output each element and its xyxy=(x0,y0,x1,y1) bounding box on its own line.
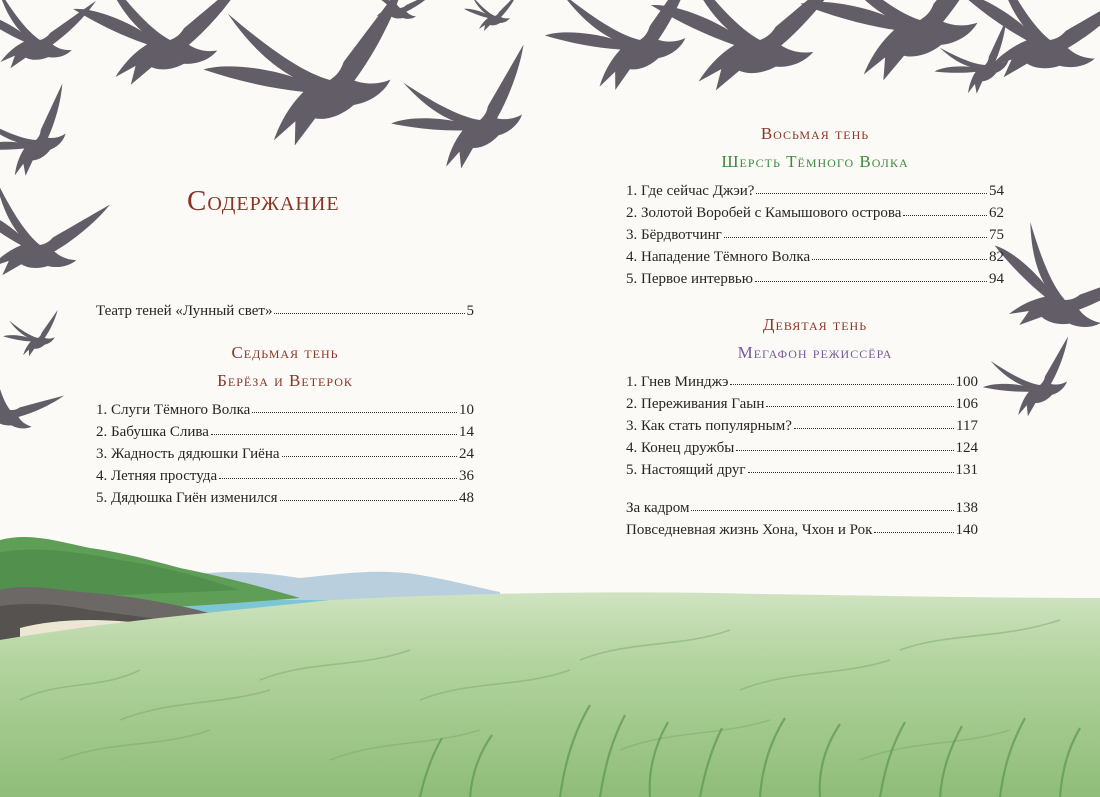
leader-dots xyxy=(730,373,953,385)
toc-page: 24 xyxy=(459,446,474,462)
toc-page: 54 xyxy=(989,183,1004,199)
toc-label: 1. Слуги Тёмного Волка xyxy=(96,402,251,418)
toc-row xyxy=(96,466,474,486)
leader-dots xyxy=(903,204,987,216)
toc-page: 10 xyxy=(459,402,474,418)
toc-row xyxy=(96,422,474,442)
toc-page: 14 xyxy=(459,424,474,440)
toc-row xyxy=(626,372,978,392)
leader-dots xyxy=(766,395,953,407)
toc-row xyxy=(626,460,978,480)
toc-label: 5. Настоящий друг xyxy=(626,462,746,478)
leader-dots xyxy=(812,248,987,260)
toc-page: 106 xyxy=(955,396,978,412)
toc-row xyxy=(626,394,978,414)
toc-row xyxy=(96,444,474,464)
leader-dots xyxy=(794,417,954,429)
toc-label: 2. Золотой Воробей с Камышового острова xyxy=(626,205,902,221)
toc-row-appendix xyxy=(626,520,978,540)
part-heading: Восьмая тень xyxy=(760,124,870,143)
toc-row xyxy=(626,269,1004,289)
toc-label: 4. Летняя простуда xyxy=(96,468,218,484)
toc-label: 3. Бёрдвотчинг xyxy=(626,227,722,243)
toc-label: 4. Нападение Тёмного Волка xyxy=(626,249,811,265)
part-heading: Девятая тень xyxy=(762,315,868,334)
leader-dots xyxy=(736,439,953,451)
toc-label: Повседневная жизнь Хона, Чхон и Рок xyxy=(626,522,873,538)
toc-row-prologue xyxy=(96,301,474,321)
toc-label: 3. Как стать популярным? xyxy=(626,418,792,434)
leader-dots xyxy=(211,423,457,435)
toc-row xyxy=(626,416,978,436)
leader-dots xyxy=(219,467,457,479)
toc-row xyxy=(626,225,1004,245)
toc-row xyxy=(626,438,978,458)
leader-dots xyxy=(755,270,987,282)
toc-label: 2. Бабушка Слива xyxy=(96,424,209,440)
leader-dots xyxy=(724,226,987,238)
toc-label: 1. Гнев Минджэ xyxy=(626,374,729,390)
toc-page: 124 xyxy=(955,440,978,456)
toc-page: 5 xyxy=(466,303,474,319)
toc-page: 131 xyxy=(955,462,978,478)
toc-label: Театр теней «Лунный свет» xyxy=(96,303,273,319)
toc-page: 48 xyxy=(459,490,474,506)
toc-row xyxy=(626,181,1004,201)
toc-label: За кадром xyxy=(626,500,690,516)
toc-label: 5. Дядюшка Гиён изменился xyxy=(96,490,278,506)
toc-label: 3. Жадность дядюшки Гиёна xyxy=(96,446,280,462)
leader-dots xyxy=(691,499,953,511)
toc-page: 62 xyxy=(989,205,1004,221)
toc-label: 2. Переживания Гаын xyxy=(626,396,765,412)
leader-dots xyxy=(282,445,457,457)
toc-row xyxy=(96,488,474,508)
page-title: Содержание xyxy=(187,185,340,217)
toc-page: 100 xyxy=(955,374,978,390)
toc-row xyxy=(96,400,474,420)
part-subtitle: Шерсть Тёмного Волка xyxy=(721,152,909,171)
leader-dots xyxy=(756,182,987,194)
part-subtitle: Мегафон режиссёра xyxy=(737,343,893,362)
toc-page: 138 xyxy=(955,500,978,516)
toc-label: 4. Конец дружбы xyxy=(626,440,735,456)
part-subtitle: Берёза и Ветерок xyxy=(217,371,353,390)
leader-dots xyxy=(252,401,457,413)
part-heading: Седьмая тень xyxy=(231,343,339,362)
toc-row xyxy=(626,203,1004,223)
toc-page: 94 xyxy=(989,271,1004,287)
leader-dots xyxy=(874,521,953,533)
leader-dots xyxy=(274,302,464,314)
toc-page: 117 xyxy=(956,418,978,434)
toc-row xyxy=(626,247,1004,267)
toc-page: 36 xyxy=(459,468,474,484)
toc-page: 75 xyxy=(989,227,1004,243)
toc-page: 140 xyxy=(955,522,978,538)
toc-page: 82 xyxy=(989,249,1004,265)
leader-dots xyxy=(280,489,457,501)
toc-row-appendix xyxy=(626,498,978,518)
grass-field xyxy=(0,592,1100,797)
toc-label: 1. Где сейчас Джэи? xyxy=(626,183,755,199)
leader-dots xyxy=(748,461,954,473)
toc-label: 5. Первое интервью xyxy=(626,271,753,287)
